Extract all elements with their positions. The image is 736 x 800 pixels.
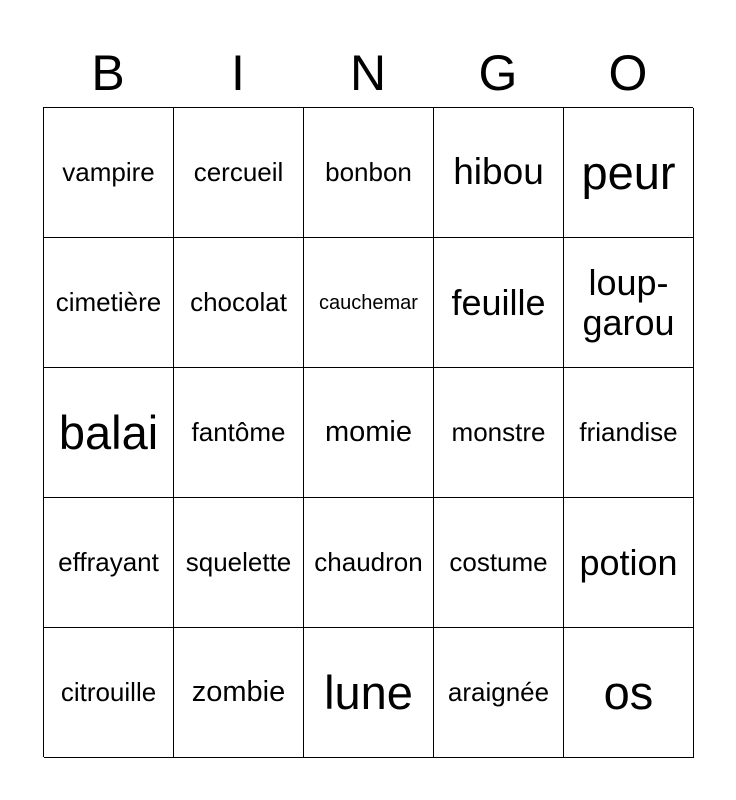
bingo-cell[interactable]: feuille xyxy=(434,238,564,368)
bingo-cell[interactable]: cauchemar xyxy=(304,238,434,368)
bingo-cell[interactable]: momie xyxy=(304,368,434,498)
bingo-cell[interactable]: loup-garou xyxy=(564,238,694,368)
bingo-cell[interactable]: cercueil xyxy=(174,108,304,238)
bingo-cell[interactable]: araignée xyxy=(434,628,564,758)
header-letter-n: N xyxy=(349,45,387,101)
bingo-header xyxy=(43,40,693,106)
bingo-cell[interactable]: potion xyxy=(564,498,694,628)
bingo-cell[interactable]: monstre xyxy=(434,368,564,498)
bingo-cell[interactable]: bonbon xyxy=(304,108,434,238)
bingo-cell[interactable]: citrouille xyxy=(44,628,174,758)
bingo-cell[interactable]: fantôme xyxy=(174,368,304,498)
header-letter-i: I xyxy=(231,45,245,101)
header-letter-g: G xyxy=(478,45,518,101)
bingo-cell[interactable]: hibou xyxy=(434,108,564,238)
bingo-cell[interactable]: chocolat xyxy=(174,238,304,368)
bingo-cell[interactable]: friandise xyxy=(564,368,694,498)
bingo-cell[interactable]: os xyxy=(564,628,694,758)
bingo-cell[interactable]: zombie xyxy=(174,628,304,758)
bingo-cell[interactable]: vampire xyxy=(44,108,174,238)
bingo-cell[interactable]: costume xyxy=(434,498,564,628)
bingo-board xyxy=(43,107,693,757)
bingo-cell[interactable]: peur xyxy=(564,108,694,238)
bingo-cell[interactable]: squelette xyxy=(174,498,304,628)
bingo-cell[interactable]: effrayant xyxy=(44,498,174,628)
bingo-cell[interactable]: cimetière xyxy=(44,238,174,368)
bingo-cell[interactable]: lune xyxy=(304,628,434,758)
header-letter-b: B xyxy=(91,45,125,101)
header-letter-o: O xyxy=(608,45,648,101)
bingo-cell[interactable]: chaudron xyxy=(304,498,434,628)
bingo-cell[interactable]: balai xyxy=(44,368,174,498)
